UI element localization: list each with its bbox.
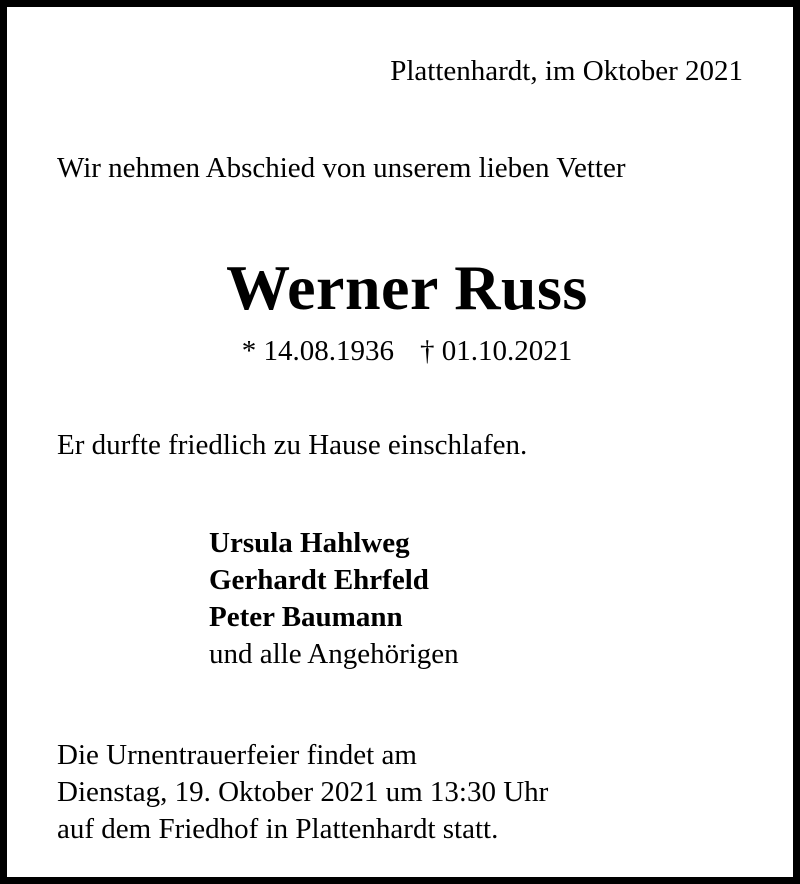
birth-date: * 14.08.1936 [241, 335, 394, 367]
death-date: † 01.10.2021 [420, 335, 573, 367]
service-line: Die Urnentrauerfeier findet am [57, 739, 417, 771]
intro-text: Wir nehmen Abschied von unserem lieben Vetter [57, 152, 626, 184]
service-line: auf dem Friedhof in Plattenhardt statt. [57, 813, 499, 845]
service-line: Dienstag, 19. Oktober 2021 um 13:30 Uhr [57, 776, 549, 808]
service-info [57, 737, 548, 848]
mourners-block [209, 525, 459, 673]
relatives-text: und alle Angehörigen [209, 638, 459, 670]
life-dates [7, 335, 800, 368]
mourner-name: Ursula Hahlweg [209, 527, 410, 559]
mourner-name: Peter Baumann [209, 601, 403, 633]
passing-text: Er durfte friedlich zu Hause einschlafen. [57, 429, 528, 461]
mourner-name: Gerhardt Ehrfeld [209, 564, 429, 596]
place-date: Plattenhardt, im Oktober 2021 [390, 55, 743, 87]
deceased-name: Werner Russ [226, 252, 588, 323]
